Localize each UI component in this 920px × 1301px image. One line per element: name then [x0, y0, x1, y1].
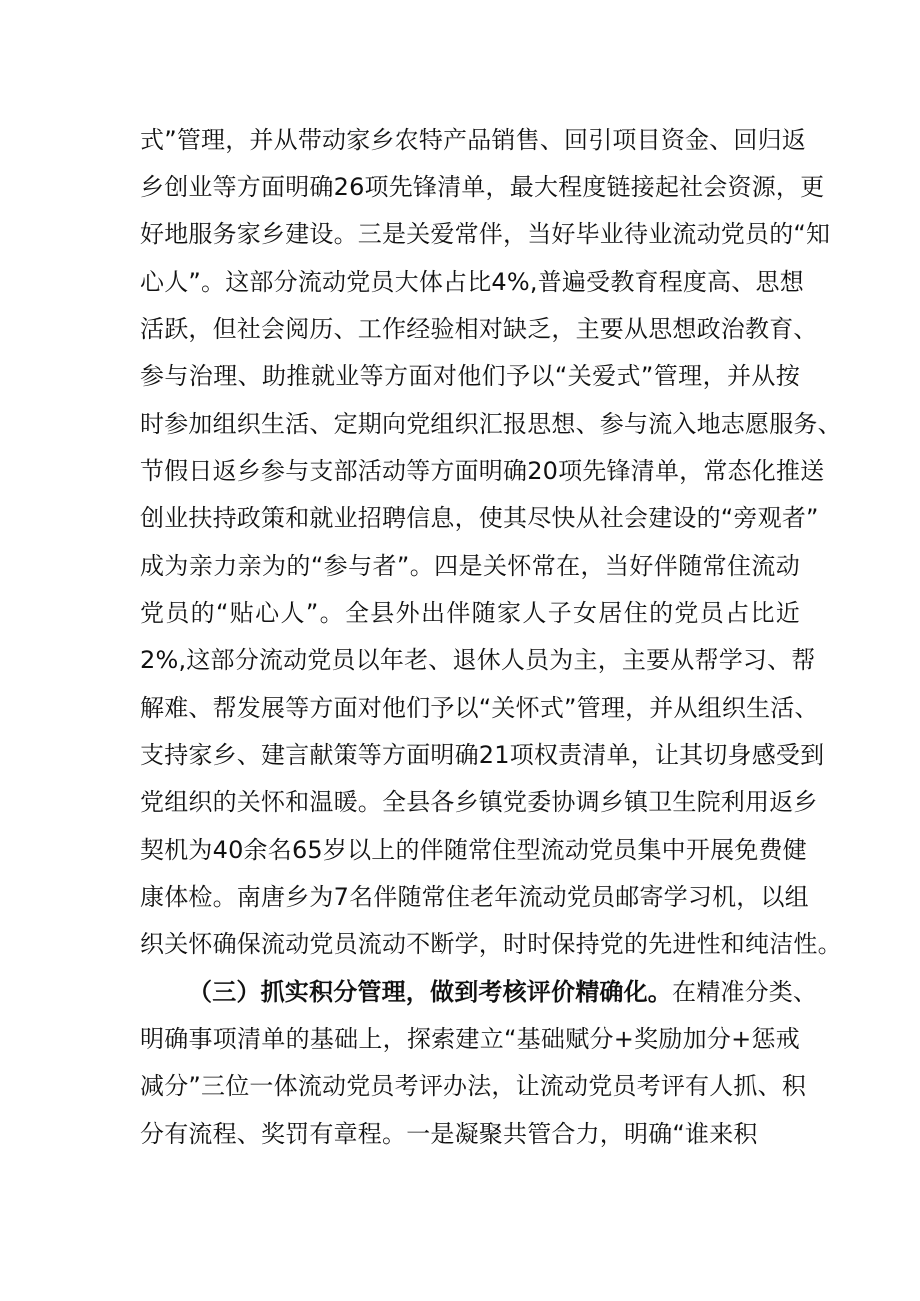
text-line: 明确事项清单的基础上，探索建立“基础赋分+奖励加分+惩戒 — [140, 1025, 800, 1053]
text-line: 式”管理，并从带动家乡农特产品销售、回引项目资金、回归返 — [140, 126, 807, 154]
text-line: 参与治理、助推就业等方面对他们予以“关爱式”管理，并从按 — [140, 362, 800, 390]
text-line: 乡创业等方面明确26项先锋清单，最大程度链接起社会资源，更 — [140, 173, 825, 201]
text-line: 解难、帮发展等方面对他们予以“关怀式”管理，并从组织生活、 — [140, 694, 819, 722]
text-line: 成为亲力亲为的“参与者”。四是关怀常在，当好伴随常住流动 — [140, 552, 800, 580]
text-line: 活跃，但社会阅历、工作经验相对缺乏，主要从思想政治教育、 — [140, 315, 818, 343]
text-line: 契机为40余名65岁以上的伴随常住型流动党员集中开展免费健 — [140, 836, 807, 864]
section-heading-line — [188, 970, 818, 1014]
text-line: 时参加组织生活、定期向党组织汇报思想、参与流入地志愿服务、 — [140, 410, 842, 438]
text-line: 党员的“贴心人”。全县外出伴随家人子女居住的党员占比近 — [140, 599, 800, 627]
text-line: 支持家乡、建言献策等方面明确21项权责清单，让其切身感受到 — [140, 741, 825, 769]
text-line: 党组织的关怀和温暖。全县各乡镇党委协调乡镇卫生院利用返乡 — [140, 788, 818, 816]
text-line: 心人”。这部分流动党员大体占比4%,普遍受教育程度高、思想 — [140, 268, 804, 296]
text-line: 织关怀确保流动党员流动不断学，时时保持党的先进性和纯洁性。 — [140, 930, 842, 958]
text-line: 减分”三位一体流动党员考评办法，让流动党员考评有人抓、积 — [140, 1072, 807, 1100]
text-line: 节假日返乡参与支部活动等方面明确20项先锋清单，常态化推送 — [140, 457, 825, 485]
text-line: 2%,这部分流动党员以年老、退休人员为主，主要从帮学习、帮 — [140, 646, 816, 674]
text-line: 创业扶持政策和就业招聘信息，使其尽快从社会建设的“旁观者” — [140, 504, 819, 532]
text-line: 好地服务家乡建设。三是关爱常伴，当好毕业待业流动党员的“知 — [140, 220, 831, 248]
section-heading: （三）抓实积分管理，做到考核评价精确化。 — [188, 978, 672, 1006]
section-heading-rest: 在精准分类、 — [672, 978, 818, 1006]
text-line: 康体检。南唐乡为7名伴随常住老年流动党员邮寄学习机，以组 — [140, 883, 809, 911]
text-line: 分有流程、奖罚有章程。一是凝聚共管合力，明确“谁来积 — [140, 1120, 758, 1148]
